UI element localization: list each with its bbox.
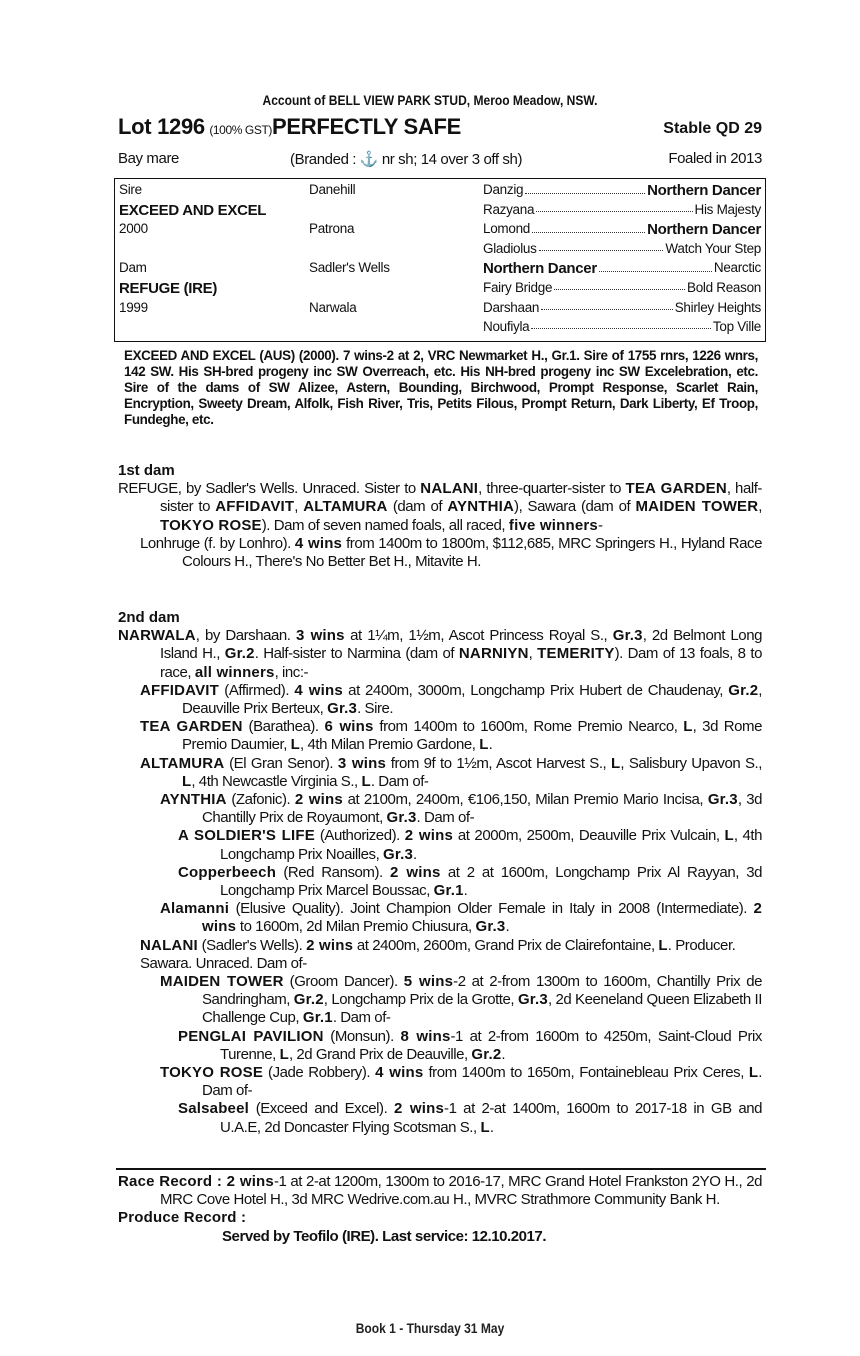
text: . [501,1045,506,1063]
dot-leader [525,182,645,194]
pedigree-entry [118,1028,762,1064]
bold-text: NALANI [140,936,198,954]
horse-name: PERFECTLY SAFE [272,114,461,139]
bold-text: NARNIYN [458,645,529,663]
text: , [758,498,763,516]
first-dam-paragraphs [118,480,762,571]
bold-text: NALANI [420,480,479,498]
bold-text: NARWALA [118,627,196,645]
text: . Half-sister to Narmina (dam of [254,645,459,663]
text: , 2d Keeneland Queen Elizabeth II Challenge Cup, [202,991,762,1027]
pedigree-ancestor: Nearctic [713,260,761,276]
pedigree-ancestor: Top Ville [712,319,761,335]
pedigree-cell-gen1: Sire [119,182,142,197]
pedigree-ancestor: Noufiyla [483,319,530,335]
pedigree-entry [118,1064,762,1100]
bold-text: Gr.3 [475,918,506,936]
pedigree-cell-gen3 [483,280,761,295]
bold-text: L [279,1045,289,1063]
bold-text: L [724,827,734,845]
text: from 9f to 1½m, Ascot Harvest S., [385,754,612,772]
bold-text: AFFIDAVIT [215,498,295,516]
bold-text: TOKYO ROSE [160,1064,264,1082]
record-paragraphs [118,1173,762,1228]
pedigree-entry [118,864,762,900]
bold-text: Race Record : 2 wins [118,1173,274,1190]
bold-text: Gr.2 [471,1045,502,1063]
pedigree-entry [118,682,762,718]
bold-text: Copperbeech [178,863,277,881]
first-dam-section [118,462,762,571]
vendor-account: Account of BELL VIEW PARK STUD, Meroo Meadow, NSW. [262,92,598,108]
text: . Dam of- [416,809,475,827]
bold-text: L [611,754,621,772]
text: . Dam of- [202,1064,763,1100]
pedigree-ancestor: Danzig [483,182,524,197]
bold-text: all winners [194,663,275,681]
pedigree-ancestor: Gladiolus [483,240,537,256]
text: (Authorized). [314,827,405,845]
bold-text: 2 wins [404,827,454,845]
bold-text: five winners [508,516,598,534]
bold-text: ALTAMURA [303,498,388,516]
bold-text: 2 wins [294,791,343,809]
text: . Dam of- [370,772,429,790]
pedigree-ancestor: Lomond [483,221,530,237]
pedigree-cell-gen1: 1999 [119,299,148,315]
pedigree-ancestor: Razyana [483,201,535,217]
text: from 1400m to 1600m, Rome Premio Nearco, [373,718,684,736]
bold-text: Gr.3 [707,791,738,809]
pedigree-cell-gen2: Sadler's Wells [309,260,390,276]
text: at 2 at 1600m, Longchamp Prix Al Rayyan, 3d Longchamp Prix Marcel Boussac, [220,863,762,900]
text: , 2d Grand Prix de Deauville, [288,1045,472,1063]
pedigree-row [115,182,765,201]
text: , by Darshaan. [195,627,296,645]
pedigree-row [115,300,765,319]
text: REFUGE, by Sadler's Wells. Unraced. Sister to [118,480,421,498]
bold-text: L [658,936,668,954]
divider [116,1168,766,1170]
pedigree-ancestor: Watch Your Step [665,240,761,256]
bold-text: L [748,1064,759,1082]
pedigree-entry [118,1173,762,1209]
text: (El Gran Senor). [224,754,338,772]
dot-leader [536,202,692,212]
pedigree-entry [118,937,762,955]
text: . [489,1118,494,1136]
bold-text: 2 wins [394,1100,445,1118]
pedigree-entry [118,480,762,535]
bold-text: 4 wins [294,681,343,699]
text: . [505,918,510,936]
text: (Groom Dancer). [283,973,404,991]
bold-text: 6 wins [324,718,374,736]
bold-text: Gr.3 [383,845,414,863]
second-dam-section [118,609,762,1137]
bold-text: L [683,718,693,736]
pedigree-row [115,202,765,221]
horse-sex: Bay mare [118,150,179,167]
dot-leader [539,241,664,251]
pedigree-entry [118,955,762,973]
text: (Exceed and Excel). [249,1100,395,1118]
bold-text: TEA GARDEN [625,480,727,498]
text: . [413,845,417,863]
bold-text: 3 wins [337,754,386,772]
text: from 1400m to 1650m, Fontainebleau Prix Ceres, [423,1064,749,1082]
dot-leader [554,280,685,290]
pedigree-entry [118,535,762,571]
stable-location: Stable QD 29 [663,120,762,137]
lot-number: Lot 1296 [118,114,205,139]
pedigree-entry [118,791,762,827]
bold-text: AFFIDAVIT [140,681,220,699]
bold-text: 3 wins [295,627,345,645]
bold-text: 4 wins [375,1064,424,1082]
text: . [488,736,493,754]
pedigree-row [115,260,765,279]
sire-summary: EXCEED AND EXCEL (AUS) (2000). 7 wins-2 at 2, VRC Newmarket H., Gr.1. Sire of 1755 rnrs, 1226 wnrs, 142 SW. His SH-bred progeny inc SW Overreach, etc. His NH-bred progeny inc SW Excelebration, etc. Sire of the dams of SW Alizee, Astern, Bounding, Birchwood, Prompt Response, Scarlet Rain, Encryption, Sweety Dream, Alfolk, Fish River, Tris, Petits Filous, Prompt Return, Dark Liberty, Ef Troop, Fundeghe, etc. [124,348,758,427]
pedigree-ancestor: His Majesty [694,201,761,217]
pedigree-cell-gen3 [483,202,761,217]
bold-text: Gr.1 [302,1009,333,1027]
pedigree-entry [118,755,762,791]
horse-details [118,150,762,167]
bold-text: L [361,772,371,790]
bold-text: L [290,736,301,754]
dot-leader [599,260,712,272]
bold-text: TOKYO ROSE [160,516,262,534]
pedigree-row [115,319,765,338]
text: (Affirmed). [219,681,295,699]
pedigree-ancestor: Northern Dancer [483,260,597,278]
text: (Jade Robbery). [263,1064,376,1082]
text: . Producer. [667,936,736,954]
bold-text: L [182,772,192,790]
text: , three-quarter-sister to [478,480,626,498]
text: (Zafonic). [226,791,295,809]
text: -2 at 2-from 1300m to 1600m, Chantilly Prix de Sandringham, [202,973,762,1009]
bold-text: Alamanni [160,900,230,918]
text: , 3d Rome Premio Daumier, [182,718,762,754]
gst-note: (100% GST) [209,123,272,137]
bold-text: ALTAMURA [140,754,225,772]
pedigree-cell-gen3 [483,260,761,277]
foaled-year: Foaled in 2013 [668,150,762,167]
pedigree-cell-gen2: Narwala [309,299,357,315]
bold-text: 2 wins [306,936,354,954]
text: Sawara. Unraced. Dam of- [140,954,307,972]
pedigree-cell-gen2: Danehill [309,182,356,197]
pedigree-table [114,178,766,342]
pedigree-cell-gen1: EXCEED AND EXCEL [119,201,267,219]
bold-text: 5 wins [403,973,454,991]
text: at 2400m, 3000m, Longchamp Prix Hubert de Chaudenay, [342,681,729,699]
second-dam-paragraphs [118,627,762,1137]
pedigree-entry [118,627,762,682]
bold-text: 8 wins [400,1027,451,1045]
bold-text: Gr.1 [433,882,464,900]
text: , inc:- [274,663,309,681]
pedigree-cell-gen3 [483,319,761,334]
pedigree-entry [118,1100,762,1136]
text: ). Dam of 13 foals, 8 to race, [160,645,762,681]
text: , [528,645,538,663]
second-dam-heading: 2nd dam [118,609,180,626]
text: . [463,882,468,900]
pedigree-ancestor: Bold Reason [686,280,761,295]
pedigree-row [115,280,765,299]
text: . Sire. [357,700,394,718]
bold-text: 2 wins [202,900,762,936]
pedigree-ancestor: Darshaan [483,299,540,315]
bold-text: PENGLAI PAVILION [178,1027,324,1045]
bold-text: AYNTHIA [447,498,515,516]
records-section [118,1173,762,1246]
lot-header [118,114,762,142]
text: -1 at 2-at 1200m, 1300m to 2016-17, MRC Grand Hotel Frankston 2YO H., 2d MRC Cove Hotel H., 3d MRC Wedrive.com.au H., MVRC Strathmore Community Bank H. [160,1173,762,1209]
pedigree-entry [118,973,762,1028]
service-note: Served by Teofilo (IRE). Last service: 12.10.2017. [222,1227,547,1245]
bold-text: Salsabeel [178,1100,250,1118]
text: at 1¼m, 1½m, Ascot Princess Royal S., [344,627,613,645]
first-dam-heading: 1st dam [118,462,175,479]
text: at 2400m, 2600m, Grand Prix de Clairefontaine, [353,936,659,954]
page-footer: Book 1 - Thursday 31 May [355,1320,505,1336]
pedigree-ancestor: Fairy Bridge [483,280,553,295]
pedigree-cell-gen1: 2000 [119,221,148,237]
bold-text: Produce Record : [118,1209,247,1227]
text: -1 at 2-from 1600m to 4250m, Saint-Cloud Prix Turenne, [220,1027,762,1063]
bold-text: MAIDEN TOWER [635,498,759,516]
text: to 1600m, 2d Milan Premio Chiusura, [236,918,476,936]
text: ). Dam of seven named foals, all raced, [261,516,509,534]
text: , Salisbury Upavon S., [620,754,762,772]
text: (Red Ransom). [276,863,390,881]
bold-text: 2 wins [389,863,441,881]
pedigree-row [115,221,765,240]
text: from 1400m to 1800m, $112,685, MRC Springers H., Hyland Race Colours H., There's No Better Bet H., Mitavite H. [182,534,762,571]
pedigree-entry [118,718,762,754]
pedigree-entry [118,900,762,936]
bold-text: Gr.2 [293,991,324,1009]
text: , [294,498,304,516]
text: , 2d Belmont Long Island H., [160,627,762,663]
bold-text: Gr.2 [224,645,255,663]
bold-text: L [479,736,489,754]
dot-leader [532,221,645,233]
text: (Barathea). [242,718,325,736]
text: , 3d Chantilly Prix de Royaumont, [202,791,762,827]
text: (Sadler's Wells). [197,936,307,954]
text: at 2000m, 2500m, Deauville Prix Vulcain, [453,827,725,845]
bold-text: Gr.3 [612,627,643,645]
bold-text: Gr.2 [728,681,759,699]
text: (dam of [387,498,448,516]
text: at 2100m, 2400m, €106,150, Milan Premio Mario Incisa, [342,791,708,809]
brand-info: (Branded : ⚓ nr sh; 14 over 3 off sh) [290,151,523,168]
bold-text: Gr.3 [386,809,417,827]
text: -1 at 2-at 1400m, 1600m to 2017-18 in GB and U.A.E, 2d Doncaster Flying Scotsman S., [220,1100,762,1136]
pedigree-row [115,241,765,260]
text: ), Sawara (dam of [514,498,636,516]
text: , 4th Newcastle Virginia S., [191,772,362,790]
bold-text: TEMERITY [537,645,615,663]
bold-text: L [480,1118,490,1136]
bold-text: A SOLDIER'S LIFE [178,827,315,845]
bold-text: 4 wins [294,534,343,552]
pedigree-cell-gen3 [483,241,761,256]
pedigree-cell-gen1: Dam [119,260,147,276]
bold-text: AYNTHIA [160,791,227,809]
text: , Deauville Prix Berteux, [182,681,762,718]
pedigree-cell-gen2: Patrona [309,221,355,237]
pedigree-cell-gen3 [483,221,761,238]
dot-leader [541,300,673,310]
bold-text: Gr.3 [327,700,358,718]
text: (Monsun). [323,1027,401,1045]
pedigree-cell-gen3 [483,300,761,315]
text: Lonhruge (f. by Lonhro). [140,534,295,552]
text: , 4th Longchamp Prix Noailles, [220,827,762,863]
text: (Elusive Quality). Joint Champion Older Female in Italy in 2008 (Intermediate). [229,900,754,918]
text: - [597,516,603,534]
pedigree-entry [118,1209,762,1227]
pedigree-ancestor: Northern Dancer [647,182,761,199]
text: . Dam of- [332,1009,391,1027]
pedigree-cell-gen1: REFUGE (IRE) [119,280,218,297]
pedigree-entry [118,827,762,863]
text: , 4th Milan Premio Gardone, [300,736,480,754]
bold-text: MAIDEN TOWER [160,973,284,991]
pedigree-ancestor: Northern Dancer [647,221,761,239]
text: , half-sister to [160,480,762,516]
pedigree-cell-gen3 [483,182,761,199]
dot-leader [531,319,711,329]
bold-text: Gr.3 [517,991,548,1009]
bold-text: TEA GARDEN [140,718,243,736]
text: , Longchamp Prix de la Grotte, [323,991,518,1009]
pedigree-ancestor: Shirley Heights [674,299,761,315]
